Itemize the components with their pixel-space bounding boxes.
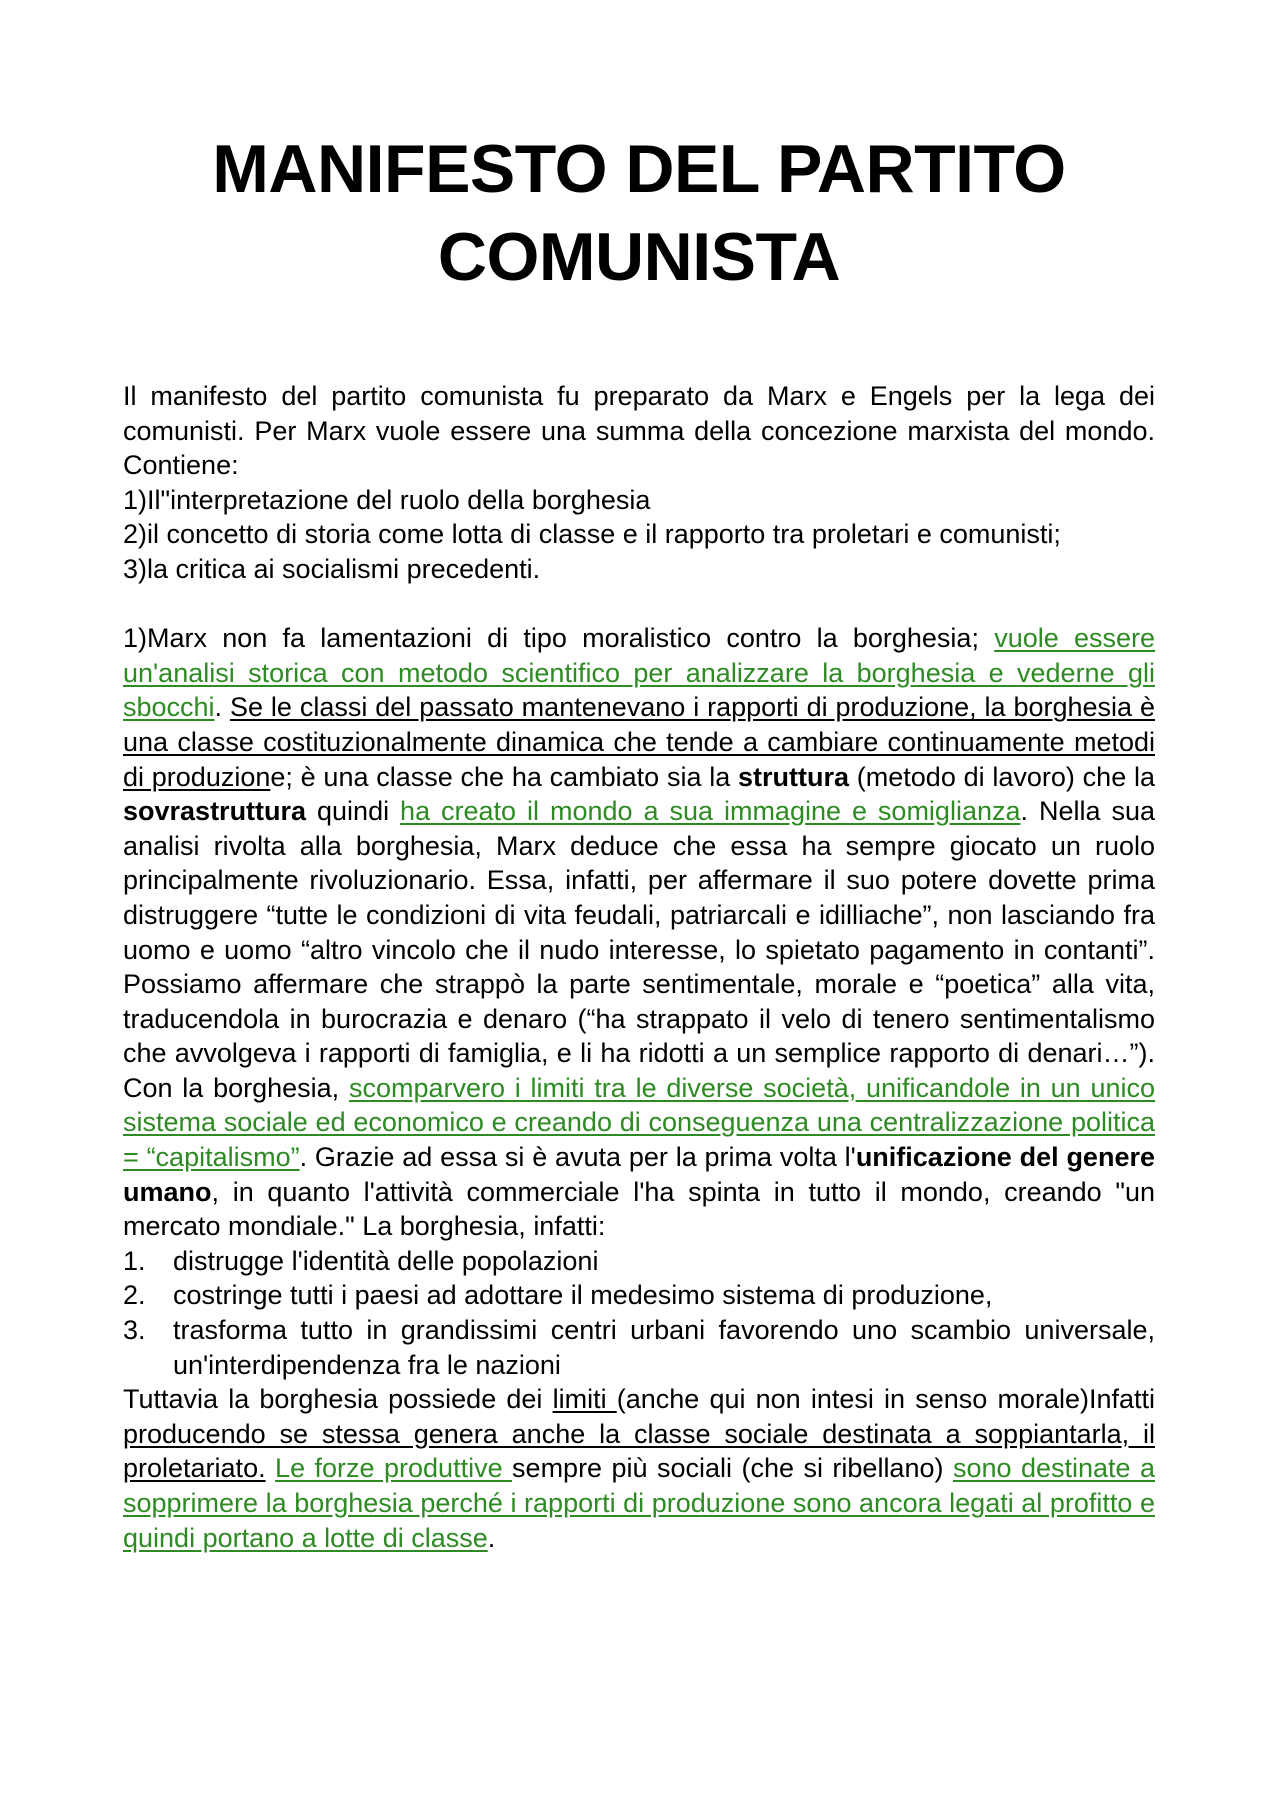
s1-text-k: . Nella sua analisi rivolta alla borghesia, Marx deduce che essa ha sempre giocato un ruolo principalmente rivoluzionario. Essa, infatti, per affermare il suo potere dovette prima distruggere “tutte le condizioni di vita feudali, patriarcali e idilliache”, non lasciando fra uomo e uomo “altro vincolo che il nudo interesse, lo spietato pagamento in contanti”. Possiamo affermare che strappò la parte sentimentale, morale e “poetica” alla vita, traducendola in burocrazia e denaro (“ha strappato il velo di tenero sentimentalismo che avvolgeva i rapporti di famiglia, e li ha ridotti a un semplice rapporto di denari…”). Con la borghesia, xyxy=(123,796,1155,1103)
list-item-text: trasforma tutto in grandissimi centri urbani favorendo uno scambio universale, un'interdipendenza fra le nazioni xyxy=(173,1315,1155,1380)
s2-underline-limiti: limiti xyxy=(552,1384,617,1415)
list-item xyxy=(123,1313,1155,1382)
s2-text-a: Tuttavia la borghesia possiede dei xyxy=(123,1384,553,1415)
s1-text-c: . xyxy=(214,692,230,723)
s1-text-o: , in quanto l'attività commerciale l'ha spinta in tutto il mondo, creando "un mercato mondiale." La borghesia, infatti: xyxy=(123,1176,1155,1242)
s2-highlight-green-2: sono destinate a sopprimere la borghesia perché i rapporti di produzione sono ancora legati al profitto e quindi portano a lotte di classe xyxy=(123,1453,1155,1553)
s2-text-c: (anche qui non intesi in senso morale)Infatti xyxy=(616,1384,1155,1415)
list-item-number: 2. xyxy=(123,1280,146,1311)
list-item-number: 1. xyxy=(123,1245,146,1276)
section-2-paragraph xyxy=(123,1382,1155,1555)
s1-bold-struttura: struttura xyxy=(738,761,850,792)
contents-item-2: 2)il concetto di storia come lotta di classe e il rapporto tra proletari e comunisti; xyxy=(123,519,1061,550)
numbered-list xyxy=(123,1244,1155,1382)
s2-text-i: . xyxy=(487,1522,496,1553)
s2-underline-2: producendo se stessa genera anche la classe sociale destinata a soppiantarla, il proletariato. xyxy=(123,1418,1155,1484)
s1-text-e: e; è una classe che ha cambiato sia la xyxy=(270,761,739,792)
s2-text-e xyxy=(266,1453,275,1483)
s1-highlight-green-2: ha creato il mondo a sua immagine e somiglianza xyxy=(400,796,1021,827)
s1-bold-unificazione: unificazione del genere umano xyxy=(123,1142,1155,1207)
section-1-paragraph xyxy=(123,621,1155,1244)
page-title xyxy=(123,125,1155,301)
s2-highlight-green-1: Le forze produttive xyxy=(275,1453,513,1484)
paragraph-gap xyxy=(123,587,1155,622)
list-item-text: distrugge l'identità delle popolazioni xyxy=(173,1245,599,1276)
s1-text-i: quindi xyxy=(306,796,401,827)
list-item xyxy=(123,1278,1155,1313)
s1-highlight-green-3: scomparvero i limiti tra le diverse società, unificandole in un unico sistema sociale ed economico e creando di conseguenza una centralizzazione politica = “capitalismo” xyxy=(123,1072,1156,1173)
s2-text-g: sempre più sociali (che si ribellano) xyxy=(512,1453,953,1484)
title-line-1: MANIFESTO DEL PARTITO xyxy=(212,131,1066,207)
s1-underline-1: Se le classi del passato mantenevano i rapporti di produzione, la borghesia è una classe costituzionalmente dinamica che tende a cambiare continuamente metodi di produzion xyxy=(123,692,1155,792)
list-item-number: 3. xyxy=(123,1315,146,1346)
s1-text-a: 1)Marx non fa lamentazioni di tipo moralistico contro la borghesia; xyxy=(123,623,995,654)
intro-paragraph: Il manifesto del partito comunista fu preparato da Marx e Engels per la lega dei comunisti. Per Marx vuole essere una summa della concezione marxista del mondo. Contiene: xyxy=(123,381,1155,481)
s1-bold-sovrastruttura: sovrastruttura xyxy=(123,796,307,827)
contents-item-3: 3)la critica ai socialismi precedenti. xyxy=(123,553,541,584)
s1-highlight-green-1: vuole essere un'analisi storica con metodo scientifico per analizzare la borghesia e vederne gli sbocchi xyxy=(123,623,1156,723)
title-line-2: COMUNISTA xyxy=(437,219,841,295)
list-item xyxy=(123,1244,1155,1279)
document-body xyxy=(123,379,1155,1555)
contents-item-1: 1)Il"interpretazione del ruolo della borghesia xyxy=(123,484,651,515)
s1-text-m: . Grazie ad essa si è avuta per la prima volta l' xyxy=(299,1142,856,1173)
s1-text-g: (metodo di lavoro) che la xyxy=(849,761,1155,792)
list-item-text: costringe tutti i paesi ad adottare il medesimo sistema di produzione, xyxy=(173,1280,993,1311)
